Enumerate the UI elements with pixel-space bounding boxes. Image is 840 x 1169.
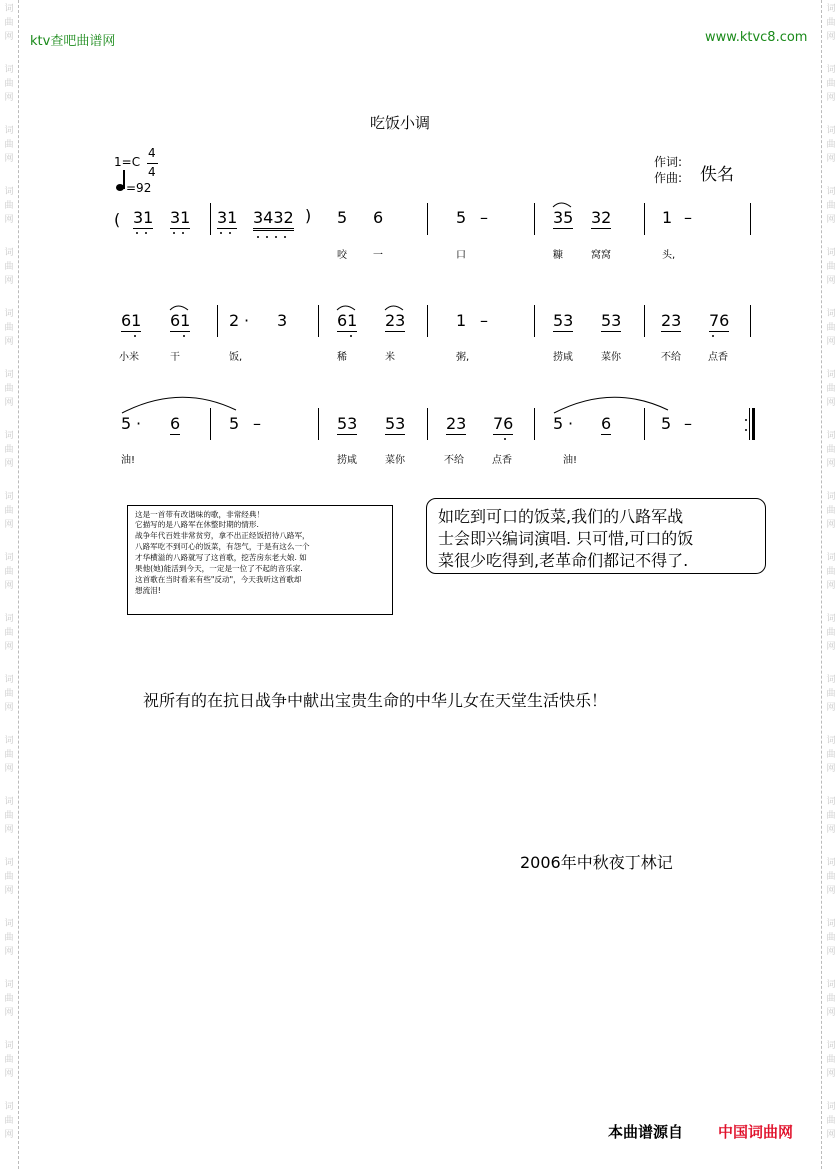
- watermark-char: 网: [826, 1130, 836, 1140]
- watermark-char: 网: [4, 581, 14, 591]
- watermark-char: 网: [826, 398, 836, 408]
- note-line: 战争年代百姓非常贫穷，拿不出正经饭招待八路军，: [135, 531, 310, 540]
- watermark-char: 网: [4, 154, 14, 164]
- watermark-char: 网: [826, 32, 836, 42]
- note-line: 才华横溢的八路就写了这首歌，挖苦房东老大娘. 如: [135, 553, 307, 562]
- watermark-char: 网: [4, 459, 14, 469]
- watermark-char: 曲: [826, 140, 836, 150]
- score-markings: [0, 0, 840, 520]
- score-note: 76: [709, 311, 730, 330]
- watermark-char: 曲: [826, 1116, 836, 1126]
- score-note: 53: [553, 311, 574, 330]
- score-note: 53: [385, 414, 406, 433]
- watermark-char: 曲: [826, 18, 836, 28]
- watermark-char: 曲: [4, 689, 14, 699]
- note-line: 这是一首带有改谐味的歌，非常经典！: [135, 510, 265, 519]
- watermark-char: 词: [826, 1102, 836, 1112]
- watermark-char: 词: [4, 309, 14, 319]
- watermark-char: 曲: [4, 18, 14, 28]
- lyric: 干: [170, 352, 180, 363]
- watermark-char: 网: [4, 886, 14, 896]
- watermark-char: 曲: [826, 323, 836, 333]
- lyric: 一: [373, 250, 383, 261]
- header-site-url[interactable]: www.ktvc8.com: [705, 30, 808, 45]
- watermark-char: 网: [4, 947, 14, 957]
- watermark-char: 网: [4, 276, 14, 286]
- score-note: 6: [601, 414, 612, 433]
- watermark-char: 词: [4, 797, 14, 807]
- author-name: 佚名: [700, 165, 734, 185]
- watermark-char: 网: [826, 886, 836, 896]
- watermark-char: 曲: [4, 201, 14, 211]
- key-signature: 1=C: [114, 155, 141, 169]
- watermark-char: 词: [4, 370, 14, 380]
- watermark-char: 曲: [826, 872, 836, 882]
- footer-source-label: 本曲谱源自: [608, 1123, 684, 1141]
- lyric: 不给: [444, 455, 464, 466]
- score-dot: ·: [244, 311, 250, 330]
- watermark-char: 网: [826, 520, 836, 530]
- watermark-char: 网: [826, 215, 836, 225]
- watermark-char: 词: [4, 675, 14, 685]
- composer-label: 作曲:: [654, 171, 683, 185]
- watermark-char: 网: [4, 93, 14, 103]
- watermark-char: 曲: [826, 567, 836, 577]
- watermark-char: 网: [4, 337, 14, 347]
- watermark-char: 词: [4, 736, 14, 746]
- watermark-char: 网: [826, 642, 836, 652]
- score-note: 3: [277, 311, 288, 330]
- lyric: 点香: [492, 455, 512, 466]
- time-signature-bottom: 4: [148, 165, 156, 179]
- lyric: 菜你: [601, 352, 621, 363]
- watermark-char: 词: [826, 126, 836, 136]
- quote-line: 如吃到可口的饭菜,我们的八路军战: [438, 507, 684, 526]
- watermark-char: 词: [826, 4, 836, 14]
- score-note: 61: [337, 311, 358, 330]
- lyric: 油!: [121, 455, 136, 466]
- lyric: 不给: [661, 352, 681, 363]
- score-note: 31: [170, 208, 191, 227]
- watermark-char: 曲: [4, 750, 14, 760]
- lyric: 口: [456, 250, 466, 261]
- score-dash: –: [684, 208, 692, 227]
- song-notes-box: [127, 505, 393, 615]
- watermark-char: 曲: [4, 384, 14, 394]
- watermark-char: 词: [826, 248, 836, 258]
- lyric: 捞咸: [337, 455, 357, 466]
- watermark-char: 网: [4, 1130, 14, 1140]
- lyricist-label: 作词:: [654, 155, 683, 169]
- quote-line: 菜很少吃得到,老革命们都记不得了.: [438, 551, 689, 570]
- watermark-char: 曲: [826, 1055, 836, 1065]
- score-note: 31: [217, 208, 238, 227]
- lyric: 饭,: [229, 352, 243, 363]
- score-note: 31: [133, 208, 154, 227]
- watermark-char: 曲: [4, 933, 14, 943]
- watermark-char: 词: [4, 1041, 14, 1051]
- lyric: 糠: [553, 250, 563, 261]
- watermark-char: 词: [826, 919, 836, 929]
- watermark-char: 曲: [826, 628, 836, 638]
- watermark-char: 词: [4, 187, 14, 197]
- watermark-char: 网: [826, 1069, 836, 1079]
- watermark-char: 词: [4, 614, 14, 624]
- watermark-char: 曲: [4, 567, 14, 577]
- watermark-char: 网: [826, 154, 836, 164]
- watermark-char: 词: [826, 797, 836, 807]
- watermark-char: 曲: [826, 811, 836, 821]
- score-paren-close: ): [305, 206, 312, 225]
- watermark-char: 词: [826, 1041, 836, 1051]
- song-title: 吃饭小调: [370, 114, 431, 132]
- score-note: 61: [121, 311, 142, 330]
- watermark-char: 词: [4, 4, 14, 14]
- watermark-char: 网: [4, 398, 14, 408]
- watermark-char: 词: [4, 248, 14, 258]
- watermark-char: 曲: [4, 323, 14, 333]
- watermark-char: 词: [826, 187, 836, 197]
- dedication-text: 祝所有的在抗日战争中献出宝贵生命的中华儿女在天堂生活快乐！: [143, 691, 608, 710]
- watermark-char: 词: [826, 431, 836, 441]
- lyric: 头,: [662, 250, 676, 261]
- watermark-char: 曲: [4, 1116, 14, 1126]
- watermark-char: 曲: [4, 628, 14, 638]
- watermark-char: 网: [826, 581, 836, 591]
- note-line: 想流泪!: [135, 586, 161, 595]
- score-note: 5: [229, 414, 240, 433]
- score-dot: ·: [568, 414, 574, 433]
- lyric: 捞咸: [553, 352, 573, 363]
- watermark-char: 词: [826, 980, 836, 990]
- score-note: 61: [170, 311, 191, 330]
- watermark-char: 词: [826, 309, 836, 319]
- watermark-char: 网: [826, 947, 836, 957]
- score-note: 5: [121, 414, 132, 433]
- watermark-char: 网: [4, 32, 14, 42]
- score-note: 5: [337, 208, 348, 227]
- header-site-name[interactable]: ktv查吧曲谱网: [30, 34, 116, 49]
- score-note: 35: [553, 208, 574, 227]
- watermark-char: 曲: [4, 1055, 14, 1065]
- watermark-char: 网: [4, 825, 14, 835]
- score-dash: –: [480, 208, 488, 227]
- watermark-char: 曲: [826, 689, 836, 699]
- watermark-char: 曲: [4, 79, 14, 89]
- time-signature-top: 4: [148, 146, 156, 160]
- watermark-char: 网: [826, 703, 836, 713]
- watermark-char: 词: [4, 1102, 14, 1112]
- score-note: 6: [373, 208, 384, 227]
- watermark-char: 词: [4, 858, 14, 868]
- watermark-char: 曲: [826, 750, 836, 760]
- watermark-char: 词: [826, 553, 836, 563]
- watermark-char: 曲: [826, 384, 836, 394]
- watermark-char: 词: [4, 492, 14, 502]
- watermark-char: 网: [826, 459, 836, 469]
- quote-line: 士会即兴编词演唱. 只可惜,可口的饭: [438, 529, 694, 548]
- watermark-char: 词: [4, 553, 14, 563]
- score-note: 6: [170, 414, 181, 433]
- watermark-char: 词: [826, 675, 836, 685]
- watermark-char: 曲: [4, 140, 14, 150]
- score-paren-open: (: [114, 210, 121, 229]
- lyric: 粥,: [456, 352, 470, 363]
- watermark-char: 曲: [826, 994, 836, 1004]
- score-note: 32: [591, 208, 612, 227]
- score-note: 3432: [253, 208, 294, 231]
- watermark-char: 网: [826, 337, 836, 347]
- score-note: 5: [661, 414, 672, 433]
- score-note: 1: [456, 311, 467, 330]
- watermark-char: 词: [4, 431, 14, 441]
- watermark-char: 曲: [826, 506, 836, 516]
- lyric: 菜你: [385, 455, 405, 466]
- lyric: 咬: [337, 250, 347, 261]
- watermark-char: 网: [826, 764, 836, 774]
- lyric: 点香: [708, 352, 728, 363]
- lyric: 米: [385, 352, 395, 363]
- watermark-char: 曲: [826, 201, 836, 211]
- score-note: 76: [493, 414, 514, 433]
- watermark-char: 曲: [4, 445, 14, 455]
- watermark-char: 词: [4, 126, 14, 136]
- watermark-char: 网: [4, 520, 14, 530]
- watermark-char: 曲: [4, 506, 14, 516]
- score-note: 5: [553, 414, 564, 433]
- score-dash: –: [253, 414, 261, 433]
- watermark-char: 曲: [826, 262, 836, 272]
- score-dash: –: [684, 414, 692, 433]
- watermark-char: 词: [4, 65, 14, 75]
- lyric: 油!: [563, 455, 578, 466]
- watermark-char: 网: [4, 1069, 14, 1079]
- watermark-char: 词: [826, 492, 836, 502]
- note-line: 它描写的是八路军在休整时期的情形.: [135, 520, 259, 529]
- watermark-char: 曲: [4, 872, 14, 882]
- watermark-char: 词: [4, 919, 14, 929]
- watermark-char: 网: [4, 764, 14, 774]
- watermark-char: 网: [4, 1008, 14, 1018]
- tempo: =92: [126, 181, 152, 195]
- watermark-char: 网: [826, 276, 836, 286]
- watermark-char: 词: [826, 370, 836, 380]
- watermark-char: 曲: [826, 933, 836, 943]
- score-note: 23: [385, 311, 406, 330]
- note-line: 八路军吃不到可心的饭菜，有怨气，于是有这么一个: [135, 542, 310, 551]
- watermark-char: 曲: [4, 811, 14, 821]
- quote-box: [426, 498, 766, 574]
- watermark-char: 词: [826, 858, 836, 868]
- score-note: 53: [601, 311, 622, 330]
- watermark-char: 网: [826, 825, 836, 835]
- score-note: 23: [446, 414, 467, 433]
- note-line: 果他(她)能活到今天，一定是一位了不起的音乐家.: [135, 564, 303, 573]
- score-note: 5: [456, 208, 467, 227]
- score-dot: ·: [136, 414, 142, 433]
- score-note: 53: [337, 414, 358, 433]
- watermark-char: 网: [4, 215, 14, 225]
- lyric: 小米: [119, 352, 139, 363]
- lyric: 稀: [337, 352, 347, 363]
- watermark-char: 网: [826, 1008, 836, 1018]
- watermark-char: 网: [4, 703, 14, 713]
- watermark-char: 曲: [826, 445, 836, 455]
- footer-source-site[interactable]: 中国词曲网: [718, 1123, 794, 1141]
- watermark-char: 词: [826, 65, 836, 75]
- watermark-char: 词: [826, 736, 836, 746]
- watermark-char: 词: [4, 980, 14, 990]
- score-dash: –: [480, 311, 488, 330]
- score-note: 1: [662, 208, 673, 227]
- watermark-char: 网: [4, 642, 14, 652]
- watermark-char: 曲: [4, 994, 14, 1004]
- watermark-char: 曲: [826, 79, 836, 89]
- watermark-char: 网: [826, 93, 836, 103]
- watermark-char: 曲: [4, 262, 14, 272]
- score-note: 2: [229, 311, 240, 330]
- lyric: 窝窝: [591, 250, 611, 261]
- note-line: 这首歌在当时看来有些"反动"，今天我听这首歌却: [135, 575, 302, 584]
- signature-text: 2006年中秋夜丁林记: [520, 853, 673, 872]
- score-note: 23: [661, 311, 682, 330]
- watermark-char: 词: [826, 614, 836, 624]
